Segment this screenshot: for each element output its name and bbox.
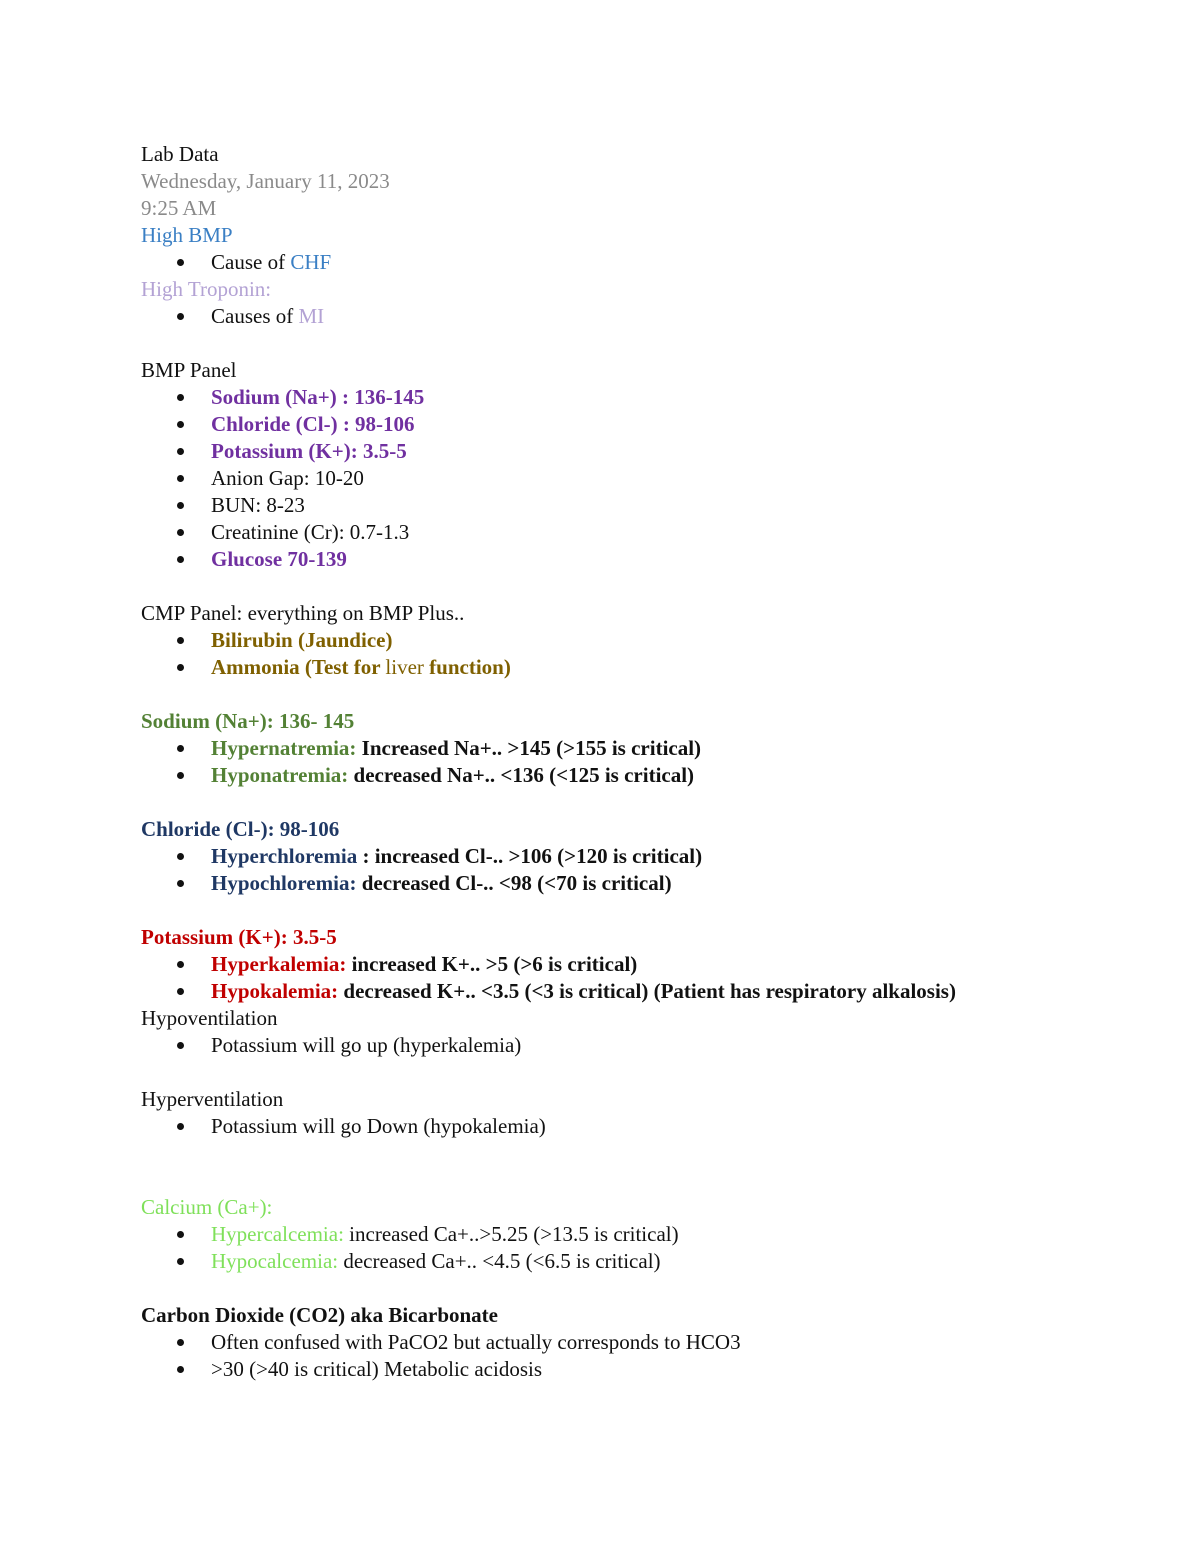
list-item: Hypercalcemia: increased Ca+..>5.25 (>13.5 is critical) bbox=[141, 1221, 1141, 1248]
list-item: Anion Gap: 10-20 bbox=[141, 465, 1141, 492]
high-bmp-heading: High BMP bbox=[141, 223, 233, 247]
hypoventilation-heading: Hypoventilation bbox=[141, 1006, 278, 1030]
list-item: Hyperchloremia : increased Cl-.. >106 (>120 is critical) bbox=[141, 843, 1141, 870]
list-item: Hypochloremia: decreased Cl-.. <98 (<70 is critical) bbox=[141, 870, 1141, 897]
spacer bbox=[141, 1059, 1141, 1086]
list-item: Potassium (K+): 3.5-5 bbox=[141, 438, 1141, 465]
list-item: BUN: 8-23 bbox=[141, 492, 1141, 519]
cmp-panel-heading: CMP Panel: everything on BMP Plus.. bbox=[141, 601, 465, 625]
note-time: 9:25 AM bbox=[141, 196, 217, 220]
spacer bbox=[141, 1275, 1141, 1302]
spacer bbox=[141, 573, 1141, 600]
list-item: Hyperkalemia: increased K+.. >5 (>6 is critical) bbox=[141, 951, 1141, 978]
list-item: Hypokalemia: decreased K+.. <3.5 (<3 is critical) (Patient has respiratory alkalosis) bbox=[141, 978, 1141, 1005]
list-item: Potassium will go up (hyperkalemia) bbox=[141, 1032, 1141, 1059]
note-page bbox=[141, 141, 1141, 1383]
list-item: Potassium will go Down (hypokalemia) bbox=[141, 1113, 1141, 1140]
list-item: Bilirubin (Jaundice) bbox=[141, 627, 1141, 654]
list-item: Cause of CHF bbox=[141, 249, 1141, 276]
sodium-heading: Sodium (Na+): 136- 145 bbox=[141, 709, 355, 733]
chloride-heading: Chloride (Cl-): 98-106 bbox=[141, 817, 340, 841]
list-item: Chloride (Cl-) : 98-106 bbox=[141, 411, 1141, 438]
list-item: Hyponatremia: decreased Na+.. <136 (<125 is critical) bbox=[141, 762, 1141, 789]
spacer bbox=[141, 789, 1141, 816]
note-date: Wednesday, January 11, 2023 bbox=[141, 169, 390, 193]
hyperventilation-heading: Hyperventilation bbox=[141, 1087, 284, 1111]
list-item: Causes of MI bbox=[141, 303, 1141, 330]
list-item: Hypernatremia: Increased Na+.. >145 (>155 is critical) bbox=[141, 735, 1141, 762]
spacer bbox=[141, 897, 1141, 924]
spacer bbox=[141, 330, 1141, 357]
list-item: Often confused with PaCO2 but actually corresponds to HCO3 bbox=[141, 1329, 1141, 1356]
list-item: Creatinine (Cr): 0.7-1.3 bbox=[141, 519, 1141, 546]
potassium-heading: Potassium (K+): 3.5-5 bbox=[141, 925, 337, 949]
high-troponin-heading: High Troponin: bbox=[141, 277, 272, 301]
list-item: Hypocalcemia: decreased Ca+.. <4.5 (<6.5 is critical) bbox=[141, 1248, 1141, 1275]
list-item: Ammonia (Test for liver function) bbox=[141, 654, 1141, 681]
bmp-panel-heading: BMP Panel bbox=[141, 358, 237, 382]
calcium-heading: Calcium (Ca+): bbox=[141, 1195, 273, 1219]
co2-heading: Carbon Dioxide (CO2) aka Bicarbonate bbox=[141, 1303, 498, 1327]
list-item: Glucose 70-139 bbox=[141, 546, 1141, 573]
list-item: Sodium (Na+) : 136-145 bbox=[141, 384, 1141, 411]
spacer bbox=[141, 1140, 1141, 1194]
note-title: Lab Data bbox=[141, 142, 219, 166]
spacer bbox=[141, 681, 1141, 708]
list-item: >30 (>40 is critical) Metabolic acidosis bbox=[141, 1356, 1141, 1383]
